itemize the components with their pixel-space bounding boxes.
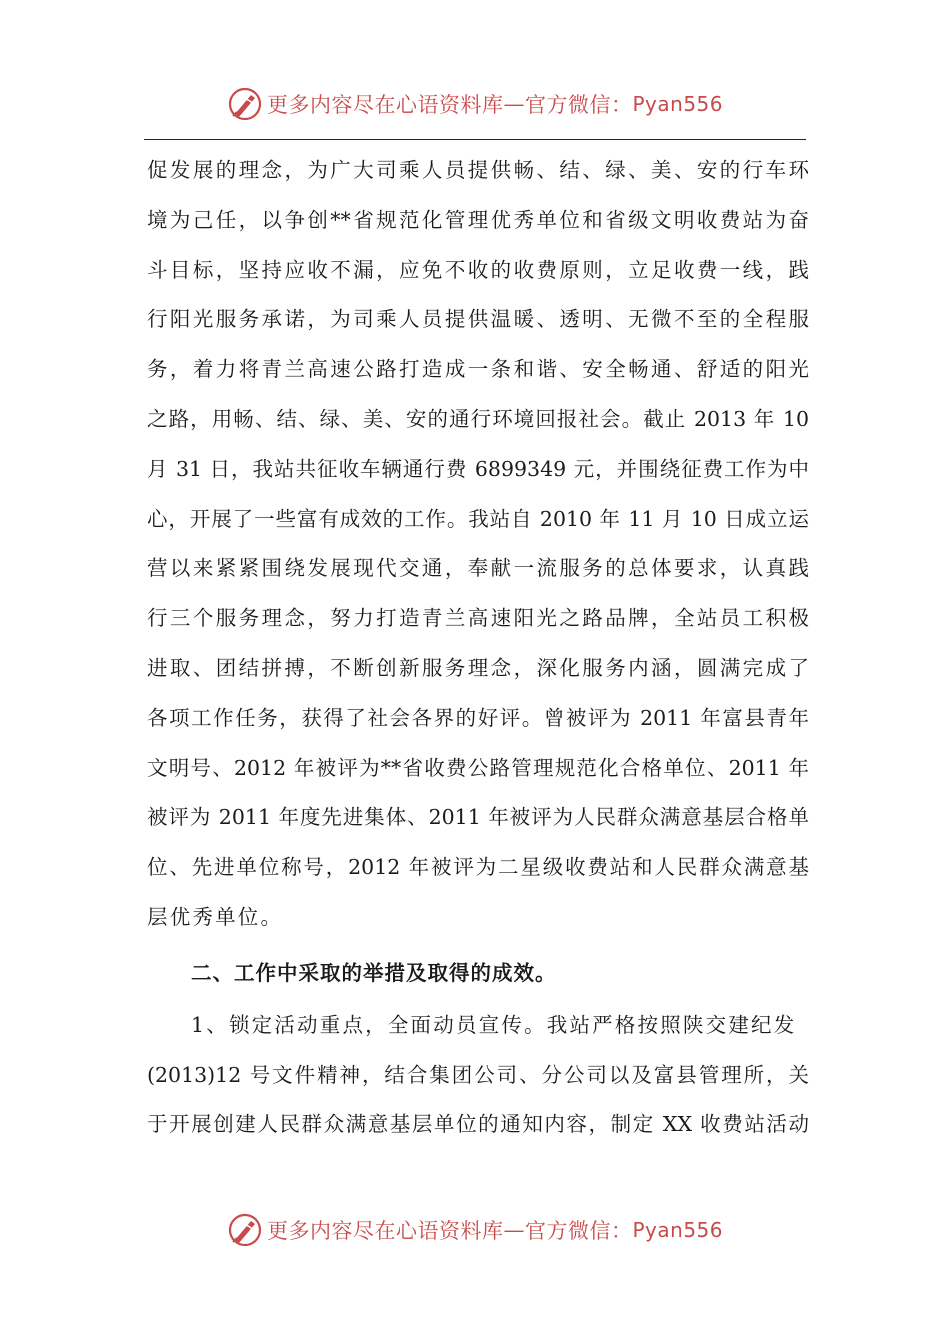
paragraph1-line: 行三个服务理念，努力打造青兰高速阳光之路品牌，全站员工积极 bbox=[147, 606, 809, 631]
paragraph1-line: 之路，用畅、结、绿、美、安的通行环境回报社会。截止 2013 年 10 bbox=[147, 406, 809, 431]
document-body bbox=[147, 146, 809, 1150]
watermark-id: Pyan556 bbox=[632, 1218, 723, 1242]
paragraph1-line: 文明号、2012 年被评为**省收费公路管理规范化合格单位、2011 年 bbox=[147, 755, 809, 780]
section-heading: 二、工作中采取的举措及取得的成效。 bbox=[191, 960, 557, 985]
paragraph1-line: 心，开展了一些富有成效的工作。我站自 2010 年 11 月 10 日成立运 bbox=[147, 506, 809, 531]
paragraph2-line: 于开展创建人民群众满意基层单位的通知内容，制定 XX 收费站活动 bbox=[147, 1112, 809, 1137]
watermark-text: 更多内容尽在心语资料库 bbox=[266, 93, 504, 117]
paragraph1-line: 被评为 2011 年度先进集体、2011 年被评为人民群众满意基层合格单 bbox=[147, 805, 809, 830]
paragraph1-line: 务，着力将青兰高速公路打造成一条和谐、安全畅通、舒适的阳光 bbox=[147, 357, 809, 382]
watermark-label: 官方微信： bbox=[524, 1219, 633, 1243]
paragraph2-line: 1、锁定活动重点，全面动员宣传。我站严格按照陕交建纪发 bbox=[191, 1012, 797, 1037]
footer-watermark bbox=[0, 1208, 950, 1252]
paragraph1-line: 月 31 日，我站共征收车辆通行费 6899349 元，并围绕征费工作为中 bbox=[147, 456, 809, 481]
paragraph1-line: 营以来紧紧围绕发展现代交通，奉献一流服务的总体要求，认真践 bbox=[147, 556, 809, 581]
watermark-id: Pyan556 bbox=[632, 92, 723, 116]
watermark-separator: — bbox=[503, 1218, 525, 1242]
paragraph1-line: 境为己任，以争创**省规范化管理优秀单位和省级文明收费站为奋 bbox=[147, 207, 809, 232]
paragraph1-line: 行阳光服务承诺，为司乘人员提供温暖、透明、无微不至的全程服 bbox=[147, 307, 809, 332]
pen-logo-icon bbox=[227, 86, 263, 122]
watermark-label: 官方微信： bbox=[524, 93, 633, 117]
watermark-separator: — bbox=[503, 92, 525, 116]
paragraph1-line: 层优秀单位。 bbox=[147, 904, 284, 929]
paragraph1-line: 斗目标，坚持应收不漏，应免不收的收费原则，立足收费一线，践 bbox=[147, 257, 809, 282]
paragraph1-line: 各项工作任务，获得了社会各界的好评。曾被评为 2011 年富县青年 bbox=[147, 705, 809, 730]
header-watermark bbox=[0, 82, 950, 126]
paragraph1-line: 促发展的理念，为广大司乘人员提供畅、结、绿、美、安的行车环 bbox=[147, 158, 809, 182]
paragraph2-line: (2013)12 号文件精神，结合集团公司、分公司以及富县管理所，关 bbox=[147, 1062, 809, 1087]
paragraph1-line: 位、先进单位称号，2012 年被评为二星级收费站和人民群众满意基 bbox=[147, 855, 809, 880]
header-rule bbox=[144, 139, 806, 140]
pen-logo-icon bbox=[227, 1212, 263, 1248]
watermark-text: 更多内容尽在心语资料库 bbox=[266, 1219, 504, 1243]
paragraph1-line: 进取、团结拼搏，不断创新服务理念，深化服务内涵，圆满完成了 bbox=[147, 655, 809, 680]
